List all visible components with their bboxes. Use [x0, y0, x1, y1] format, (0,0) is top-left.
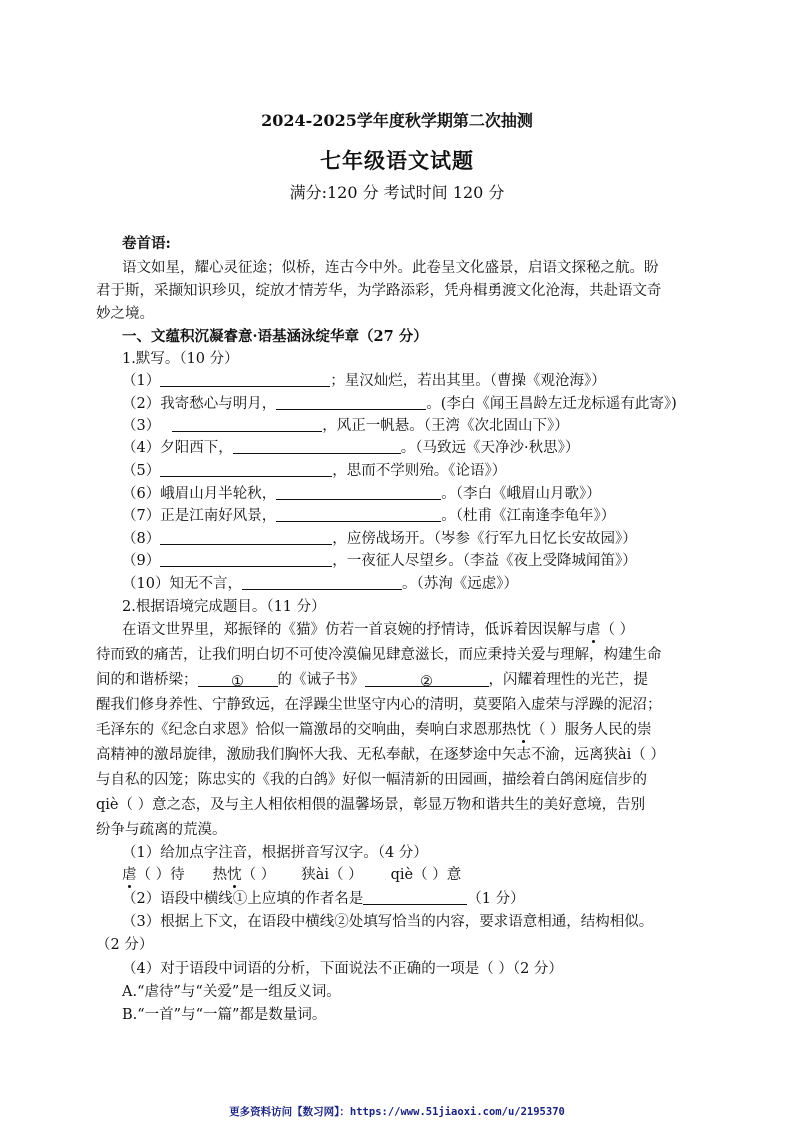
passage-line: 待而致的痛苦，让我们明白切不可使冷漠偏见肆意滋长，而应秉持关爱与理解，构建生命 [96, 647, 662, 663]
dictation-item: （2）我寄愁心与明月， 。(李白《闻王昌龄左迁龙标遥有此寄》) [122, 396, 677, 412]
item-number: （5） [122, 463, 161, 479]
passage-line: 高精神的激昂旋律，激励我们胸怀大我、无私奉献，在逐梦途中矢志不渝，远离狭ài（ ） [96, 747, 665, 763]
dotted-char: 虐 [122, 867, 137, 883]
passage-line: 与自私的囚笼；陈忠实的《我的白鸽》好似一幅清新的田园画，描绘着白鸽闲庭信步的 [96, 772, 647, 788]
dictation-item: （3） ，风正一帆悬。（王湾《次北固山下》） [122, 418, 569, 434]
item-number: （9） [122, 553, 161, 569]
question-title: 1.默写。（10 分） [122, 351, 239, 367]
option-b: B.“一首”与“一篇”都是数量词。 [122, 1007, 327, 1023]
dictation-item: （8） ，应傍战场开。（岑参《行军九日忆长安故园》） [122, 531, 637, 547]
preface-line: 妙之境。 [96, 306, 154, 322]
blank-1[interactable]: ① [198, 672, 278, 687]
dictation-item: （4）夕阳西下， 。（马致远《天净沙·秋思》） [122, 440, 580, 456]
item-number: （2） [122, 396, 161, 412]
item-number: （10） [122, 576, 170, 592]
answer-blank[interactable] [160, 372, 330, 387]
answer-slot[interactable]: （ ） [600, 622, 635, 638]
answer-blank[interactable] [363, 890, 467, 905]
item-number: （8） [122, 531, 161, 547]
dotted-char: 忱 [516, 722, 531, 738]
answer-blank[interactable] [276, 507, 441, 522]
dotted-char: 忱 [227, 867, 242, 883]
passage-line: 间的和谐桥梁； ① 的《诫子书》 ② ，闪耀着理性的光芒，提 [96, 672, 648, 690]
answer-blank[interactable] [160, 552, 332, 567]
section-title: 一、文蕴积沉凝睿意·语基涵泳绽华章（27 分） [122, 328, 428, 345]
answer-blank[interactable] [242, 575, 402, 590]
blank-2[interactable]: ② [365, 672, 489, 687]
subject-title: 七年级语文试题 [320, 148, 474, 173]
answer-blank[interactable] [160, 530, 332, 545]
pinyin-row: 虐（ ）待 热忱（ ） 狭ài（ ） qiè（ ）意 [122, 867, 462, 883]
passage-line: 纷争与疏离的荒漠。 [96, 822, 227, 838]
dictation-item: （5） ，思而不学则殆。《论语》） [122, 463, 507, 479]
answer-blank[interactable] [233, 439, 401, 454]
option-a: A.“虐待”与“关爱”是一组反义词。 [122, 984, 341, 1000]
dictation-item: （6）峨眉山月半轮秋， 。（李白《峨眉山月歌》） [122, 486, 601, 502]
preface-label: 卷首语: [122, 235, 171, 252]
footer-link[interactable]: 更多资料访问【数习网】：https://www.51jiaoxi.com/u/2195370 [229, 1106, 565, 1118]
dictation-item: （7）正是江南好风景， 。（杜甫《江南逢李龟年》） [122, 508, 616, 524]
dictation-item: （9） ，一夜征人尽望乡。（李益《夜上受降城闻笛》） [122, 553, 637, 569]
item-number: （1） [122, 373, 161, 389]
answer-blank[interactable] [160, 462, 332, 477]
sub-question: （1）给加点字注音，根据拼音写汉字。（4 分） [122, 845, 428, 861]
passage-line: 毛泽东的《纪念白求恩》恰似一篇激昂的交响曲，奏响白求恩那热忱（ ）服务人民的崇 [96, 722, 652, 738]
item-number: （7） [122, 508, 161, 524]
sub-question: （4）对于语段中词语的分析，下面说法不正确的一项是（ ）（2 分） [122, 961, 563, 977]
item-number: （6） [122, 486, 161, 502]
passage-line: 在语文世界里，郑振铎的《猫》仿若一首哀婉的抒情诗，低诉着因误解与虐（ ） [122, 622, 635, 638]
passage-line: qiè（ ）意之态，及与主人相依相偎的温馨场景，彰显万物和谐共生的美好意境，告别 [96, 797, 646, 813]
sub-question: （2 分） [96, 937, 154, 953]
answer-blank[interactable] [276, 485, 441, 500]
sub-question: （2）语段中横线①上应填的作者名是 （1 分） [122, 891, 525, 907]
preface-line: 语文如星，耀心灵征途；似桥，连古今中外。此卷呈文化盛景，启语文探秘之航。盼 [122, 260, 659, 276]
sub-question: （3）根据上下文，在语段中横线②处填写恰当的内容，要求语意相通，结构相似。 [122, 914, 654, 930]
score-time: 满分:120 分 考试时间 120 分 [289, 183, 505, 202]
dictation-item: （10）知无不言， 。（苏洵《远虑》） [122, 576, 518, 592]
question-title: 2.根据语境完成题目。（11 分） [122, 599, 326, 615]
preface-line: 君于斯，采撷知识珍贝，绽放才情芳华，为学路添彩，凭舟楫勇渡文化沧海，共赴语文奇 [96, 283, 662, 299]
item-number: （3） [122, 418, 161, 434]
answer-blank[interactable] [172, 417, 322, 432]
item-number: （4） [122, 440, 161, 456]
answer-blank[interactable] [276, 395, 426, 410]
dictation-item: （1） ；星汉灿烂，若出其里。（曹操《观沧海》） [122, 373, 606, 389]
passage-line: 醒我们修身养性、宁静致远，在浮躁尘世坚守内心的清明，莫要陷入虚荣与浮躁的泥沼； [96, 697, 662, 713]
dotted-char: 虐 [586, 622, 601, 638]
exam-title: 2024-2025学年度秋学期第二次抽测 [261, 111, 533, 130]
